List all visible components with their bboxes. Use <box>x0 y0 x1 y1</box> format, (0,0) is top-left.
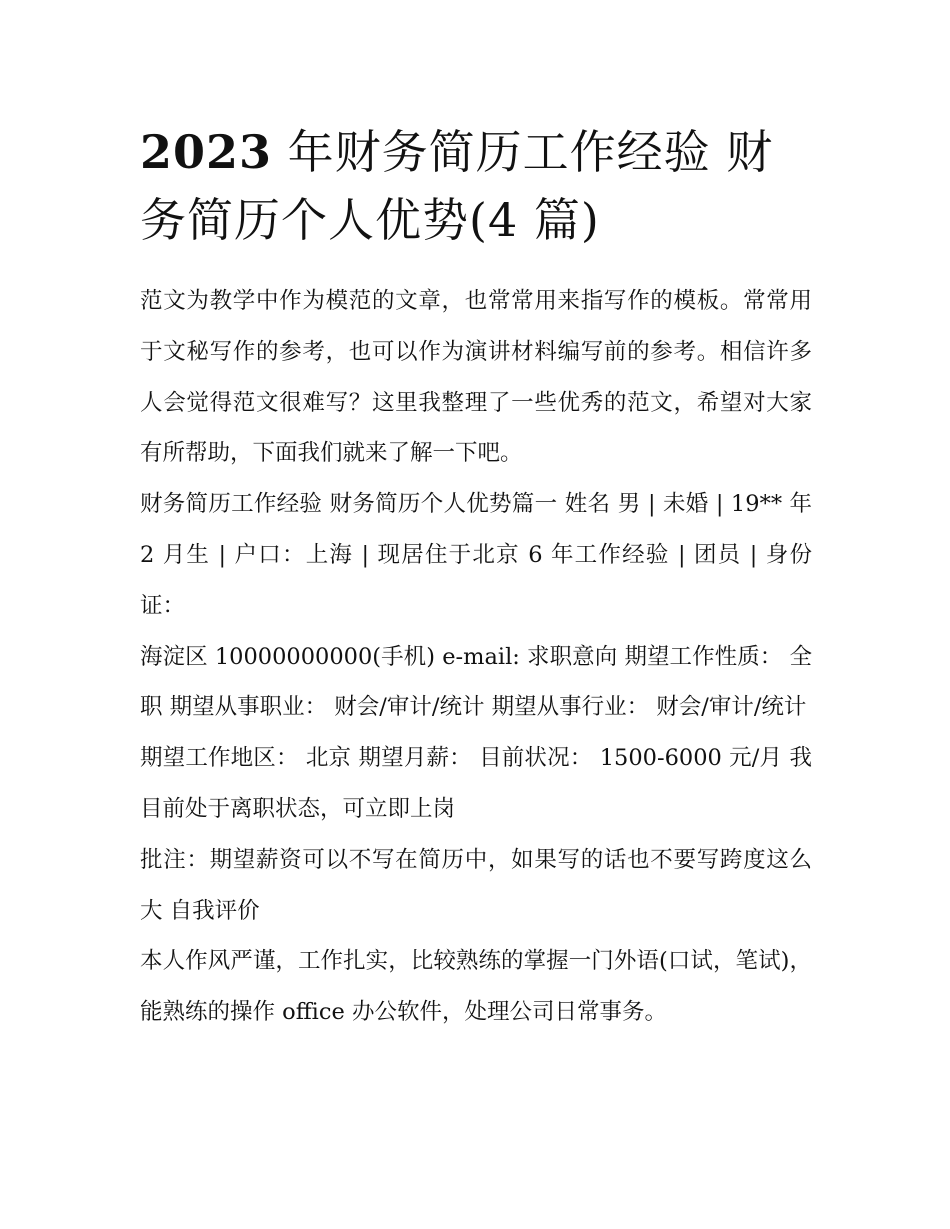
title-year: 2023 <box>140 125 273 179</box>
document-body <box>140 276 812 1038</box>
job-intention-paragraph: 海淀区 10000000000(手机) e-mail: 求职意向 期望工作性质： 全职 期望从事职业： 财会/审计/统计 期望从事行业： 财会/审计/统计 <box>140 643 812 721</box>
annotation-paragraph: 批注：期望薪资可以不写在简历中，如果写的话也不要写跨度这么大 自我评价 <box>140 846 812 924</box>
resume-basic-info-paragraph: 财务简历工作经验 财务简历个人优势篇一 姓名 男 | 未婚 | 19** 年 2 月生 | 户口：上海 | 现居住于北京 6 年工作经验 | 团员 | 身份证： <box>140 491 812 619</box>
document-title <box>140 118 810 254</box>
expected-location-salary-paragraph: 期望工作地区： 北京 期望月薪： 目前状况： 1500-6000 元/月 我目前处于离职状态，可立即上岗 <box>140 745 812 822</box>
intro-paragraph: 范文为教学中作为模范的文章，也常常用来指写作的模板。常常用于文秘写作的参考，也可以作为演讲材料编写前的参考。相信许多人会觉得范文很难写？这里我整理了一些优秀的范文，希望对大家有所帮助，下面我们就来了解一下吧。 <box>140 288 812 467</box>
self-evaluation-paragraph: 本人作风严谨，工作扎实，比较熟练的掌握一门外语(口试，笔试)，能熟练的操作 office 办公软件，处理公司日常事务。 <box>140 948 812 1026</box>
title-text: 年财务简历工作经验 财务简历个人优势(4 篇) <box>140 125 774 247</box>
